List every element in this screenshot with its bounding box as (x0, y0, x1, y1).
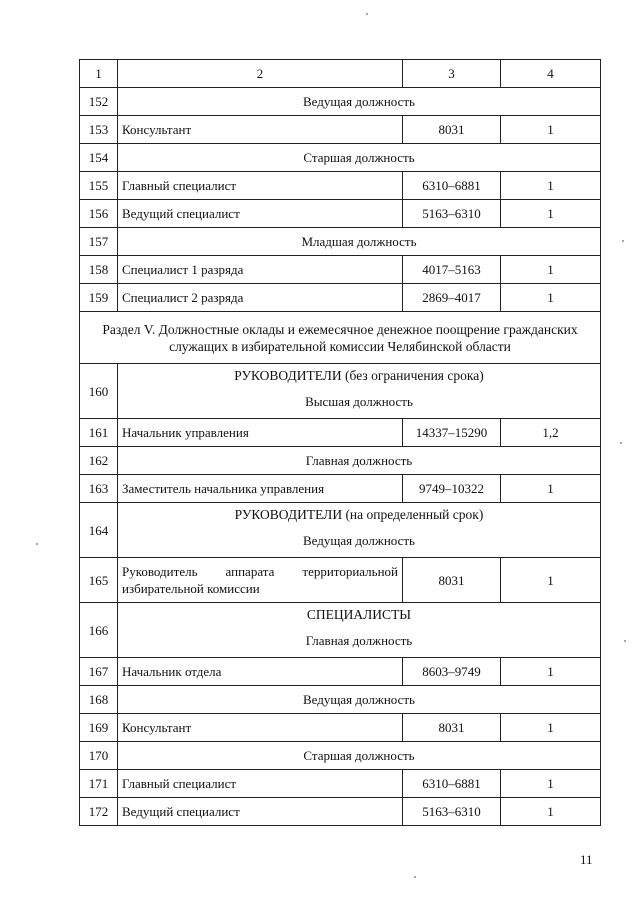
scan-speck (36, 543, 38, 545)
position-name: Консультант (118, 714, 403, 742)
position-name: Главный специалист (118, 172, 403, 200)
table-row (80, 284, 601, 312)
group-title: Главная должность (118, 447, 601, 475)
row-number: 160 (80, 364, 118, 419)
salary-table (79, 59, 601, 826)
salary-table-body (80, 60, 601, 826)
row-number: 157 (80, 228, 118, 256)
scan-speck (620, 442, 622, 444)
salary-range: 8031 (403, 116, 501, 144)
group-row (80, 447, 601, 475)
bonus-coefficient: 1 (501, 714, 601, 742)
header-col-1: 1 (80, 60, 118, 88)
group-title: Старшая должность (118, 742, 601, 770)
table-header-row (80, 60, 601, 88)
group-heading-cell (118, 364, 601, 419)
position-level-title: Ведущая должность (303, 533, 415, 548)
table-row (80, 558, 601, 603)
group-row (80, 742, 601, 770)
position-name: Начальник отдела (118, 658, 403, 686)
row-number: 161 (80, 419, 118, 447)
header-col-4: 4 (501, 60, 601, 88)
category-title: РУКОВОДИТЕЛИ (без ограничения срока) (234, 368, 484, 383)
row-number: 169 (80, 714, 118, 742)
salary-range: 14337–15290 (403, 419, 501, 447)
scan-speck (624, 640, 626, 642)
row-number: 170 (80, 742, 118, 770)
row-number: 159 (80, 284, 118, 312)
row-number: 167 (80, 658, 118, 686)
salary-range: 8031 (403, 558, 501, 603)
bonus-coefficient: 1 (501, 475, 601, 503)
group-title: Ведущая должность (118, 88, 601, 116)
bonus-coefficient: 1,2 (501, 419, 601, 447)
salary-range: 4017–5163 (403, 256, 501, 284)
row-number: 154 (80, 144, 118, 172)
group-title: Ведущая должность (118, 686, 601, 714)
table-row (80, 475, 601, 503)
table-row (80, 172, 601, 200)
row-number: 163 (80, 475, 118, 503)
position-name: Консультант (118, 116, 403, 144)
bonus-coefficient: 1 (501, 798, 601, 826)
bonus-coefficient: 1 (501, 200, 601, 228)
bonus-coefficient: 1 (501, 256, 601, 284)
salary-range: 6310–6881 (403, 172, 501, 200)
table-row (80, 116, 601, 144)
position-name: Ведущий специалист (118, 200, 403, 228)
header-col-2: 2 (118, 60, 403, 88)
table-row (80, 714, 601, 742)
position-name: Начальник управления (118, 419, 403, 447)
position-name: Специалист 2 разряда (118, 284, 403, 312)
salary-range: 5163–6310 (403, 798, 501, 826)
row-number: 155 (80, 172, 118, 200)
row-number: 153 (80, 116, 118, 144)
position-name: Ведущий специалист (118, 798, 403, 826)
group-row (80, 503, 601, 558)
position-name: Руководитель аппарата территориальной избирательной комиссии (118, 558, 403, 603)
category-title: СПЕЦИАЛИСТЫ (306, 607, 412, 622)
scan-speck (414, 876, 416, 878)
group-row (80, 144, 601, 172)
group-row (80, 686, 601, 714)
position-level-title: Высшая должность (305, 394, 413, 409)
row-number: 165 (80, 558, 118, 603)
scan-speck (366, 13, 368, 15)
position-name: Заместитель начальника управления (118, 475, 403, 503)
bonus-coefficient: 1 (501, 172, 601, 200)
row-number: 162 (80, 447, 118, 475)
row-number: 156 (80, 200, 118, 228)
position-level-title: Главная должность (305, 633, 413, 648)
row-number: 152 (80, 88, 118, 116)
group-row (80, 364, 601, 419)
page-number: 11 (580, 852, 593, 867)
row-number: 172 (80, 798, 118, 826)
bonus-coefficient: 1 (501, 658, 601, 686)
group-row (80, 228, 601, 256)
salary-range: 9749–10322 (403, 475, 501, 503)
table-row (80, 419, 601, 447)
row-number: 166 (80, 603, 118, 658)
table-row (80, 256, 601, 284)
row-number: 158 (80, 256, 118, 284)
group-title: Старшая должность (118, 144, 601, 172)
salary-range: 8031 (403, 714, 501, 742)
section-title: Раздел V. Должностные оклады и ежемесячное денежное поощрение гражданских служащих в избирательной комиссии Челябинской области (80, 312, 601, 364)
group-heading-cell (118, 603, 601, 658)
bonus-coefficient: 1 (501, 116, 601, 144)
salary-range: 6310–6881 (403, 770, 501, 798)
bonus-coefficient: 1 (501, 284, 601, 312)
position-name: Главный специалист (118, 770, 403, 798)
group-heading-cell (118, 503, 601, 558)
group-row (80, 88, 601, 116)
group-row (80, 603, 601, 658)
position-name: Специалист 1 разряда (118, 256, 403, 284)
bonus-coefficient: 1 (501, 770, 601, 798)
row-number: 168 (80, 686, 118, 714)
category-title: РУКОВОДИТЕЛИ (на определенный срок) (234, 507, 484, 522)
section-heading-row (80, 312, 601, 364)
table-row (80, 798, 601, 826)
table-row (80, 658, 601, 686)
table-row (80, 200, 601, 228)
scan-speck (622, 240, 624, 242)
header-col-3: 3 (403, 60, 501, 88)
row-number: 171 (80, 770, 118, 798)
row-number: 164 (80, 503, 118, 558)
table-row (80, 770, 601, 798)
group-title: Младшая должность (118, 228, 601, 256)
salary-range: 8603–9749 (403, 658, 501, 686)
salary-range: 2869–4017 (403, 284, 501, 312)
salary-range: 5163–6310 (403, 200, 501, 228)
bonus-coefficient: 1 (501, 558, 601, 603)
